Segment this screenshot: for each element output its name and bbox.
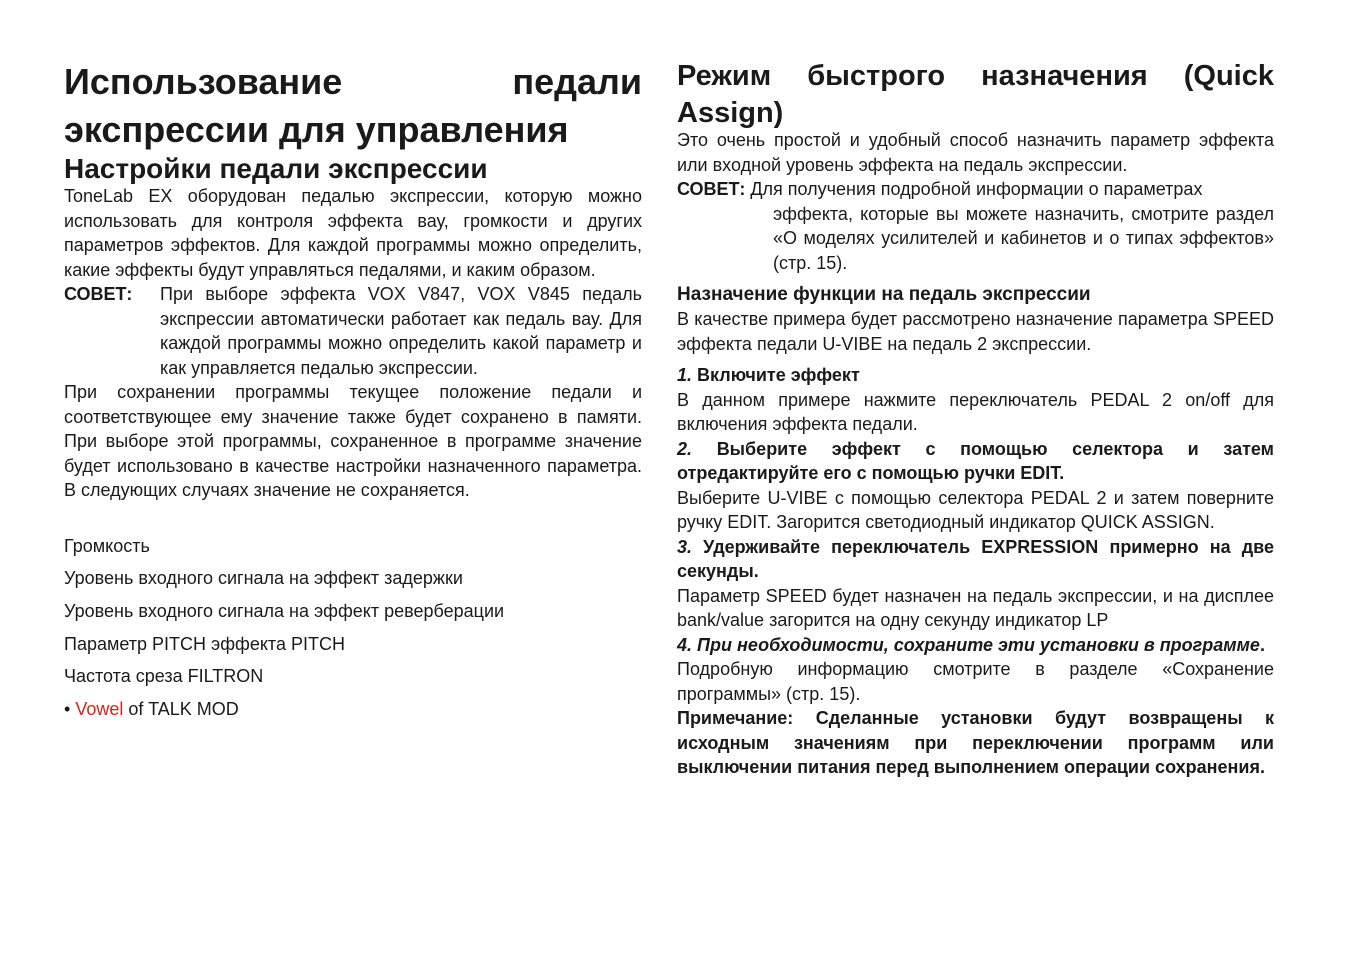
assign-section-text: В качестве примера будет рассмотрено назначение параметра SPEED эффекта педали U-VIBE на педаль 2 экспрессии.	[677, 309, 1274, 354]
vowel-highlight: Vowel	[75, 698, 124, 719]
intro-paragraph: ToneLab EX оборудован педалью экспрессии, которую можно использовать для контроля эффекта вау, громкости и других параметров эффектов. Для каждой программы можно определить, какие эффекты будут управляться педалями, и каким образом.	[64, 186, 642, 280]
step-1	[677, 363, 1274, 437]
tip-text: При выборе эффекта VOX V847, VOX V845 педаль экспрессии автоматически работает как педаль вау. Для каждой программы можно определить какой параметр и как управляется педалью экспрессии.	[160, 284, 642, 378]
step-text: Выберите U-VIBE с помощью селектора PEDAL 2 и затем поверните ручку EDIT. Загорится светодиодный индикатор QUICK ASSIGN.	[677, 487, 1274, 532]
list-item-rest: of TALK MOD	[128, 698, 239, 719]
step-heading: Удерживайте переключатель EXPRESSION примерно на две секунды.	[677, 536, 1274, 581]
page-title-line-2: экспрессии для управления	[64, 109, 569, 150]
list	[64, 534, 642, 721]
tip-label-right: СОВЕТ:	[677, 179, 746, 199]
quick-assign-title: Режим быстрого назначения (Quick Assign)	[677, 60, 1274, 129]
step-title	[677, 535, 1274, 584]
step-number: 2.	[677, 438, 693, 459]
note: Примечание: Сделанные установки будут возвращены к исходным значениям при переключении программ или выключении питания перед выполнением операции сохранения.	[677, 708, 1274, 777]
title-word-2: педали	[512, 61, 642, 102]
list-item-vowel	[64, 697, 642, 721]
tip-label: СОВЕТ:	[64, 284, 133, 304]
step-2	[677, 437, 1274, 535]
page-title-line-1	[64, 58, 642, 106]
tip-text-rest: эффекта, которые вы можете назначить, смотрите раздел «О моделях усилителей и кабинетов и о типах эффектов» (стр. 15).	[773, 203, 1274, 273]
list-item: Уровень входного сигнала на эффект реверберации	[64, 600, 505, 621]
step-text: Подробную информацию смотрите в разделе «Сохранение программы» (стр. 15).	[677, 659, 1274, 704]
step-title	[677, 633, 1274, 658]
right-column	[677, 58, 1274, 780]
step-number: 1.	[677, 365, 693, 385]
step-heading: Выберите эффект с помощью селектора и затем отредактируйте его с помощью ручки EDIT.	[677, 438, 1274, 483]
tip-text-first-line: Для получения подробной информации о параметрах	[750, 179, 1203, 199]
step-text: В данном примере нажмите переключатель PEDAL 2 on/off для включения эффекта педали.	[677, 389, 1274, 434]
step-3	[677, 535, 1274, 633]
step-heading: При необходимости, сохраните эти установки в программе	[697, 634, 1260, 655]
save-paragraph: При сохранении программы текущее положение педали и соответствующее ему значение также будет сохранено в памяти. При выборе этой программы, сохраненное в программе значение будет использовано в качестве настройки назначенного параметра. В следующих случаях значение не сохраняется.	[64, 382, 642, 500]
step-number: 4.	[677, 634, 693, 655]
bullet: •	[64, 698, 71, 719]
left-column	[64, 58, 642, 730]
list-item: Параметр PITCH эффекта PITCH	[64, 633, 345, 654]
step-number: 3.	[677, 536, 693, 557]
tip-block-right	[677, 177, 1274, 202]
list-item: Частота среза FILTRON	[64, 666, 264, 687]
list-item: Уровень входного сигнала на эффект задержки	[64, 568, 463, 589]
step-heading: Включите эффект	[697, 365, 860, 385]
quick-assign-intro: Это очень простой и удобный способ назначить параметр эффекта или входной уровень эффекта на педаль экспрессии.	[677, 130, 1274, 175]
list-item: Громкость	[64, 535, 150, 556]
step-heading-end: .	[1259, 634, 1265, 655]
tip-block	[64, 282, 642, 380]
title-word-1: Использование	[64, 61, 343, 102]
step-title	[677, 437, 1274, 486]
step-4	[677, 633, 1274, 707]
assign-section-title: Назначение функции на педаль экспрессии	[677, 284, 1091, 305]
step-text: Параметр SPEED будет назначен на педаль экспрессии, и на дисплее bank/value загорится на одну секунду индикатор LP	[677, 585, 1274, 630]
step-title	[677, 363, 1274, 388]
section-title: Настройки педали экспрессии	[64, 153, 488, 184]
